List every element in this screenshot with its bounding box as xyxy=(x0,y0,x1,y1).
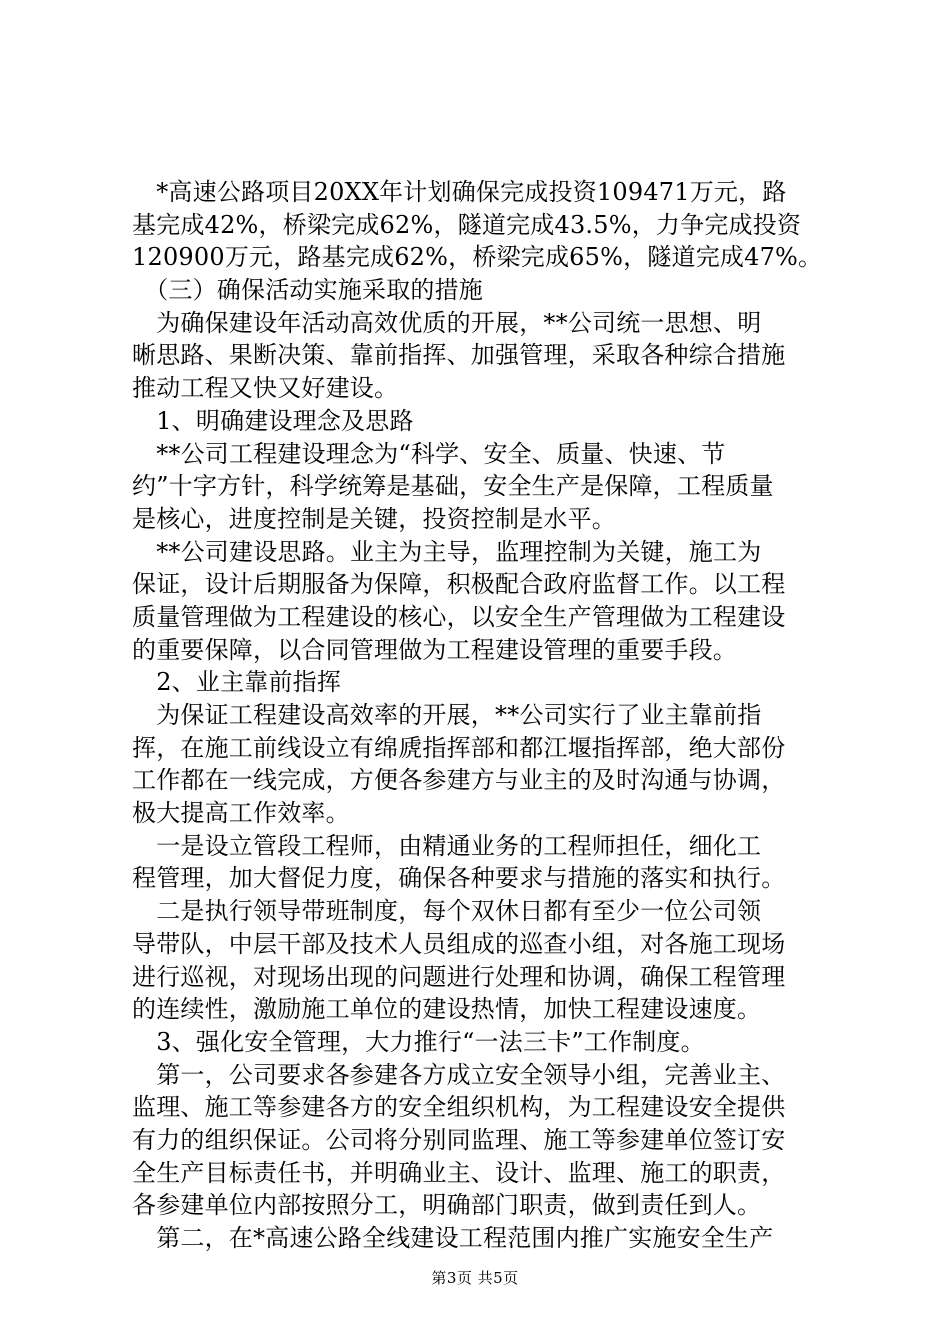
text-line: 第一，公司要求各参建各方成立安全领导小组，完善业主、 xyxy=(132,1060,786,1089)
text-line: **公司建设思路。业主为主导，监理控制为关键，施工为 xyxy=(132,537,762,566)
text-line: 极大提高工作效率。 xyxy=(132,799,350,828)
text-line: 程管理，加大督促力度，确保各种要求与措施的落实和执行。 xyxy=(132,864,786,893)
section-heading: （三）确保活动实施采取的措施 xyxy=(132,276,483,305)
subsection-heading: 1、明确建设理念及思路 xyxy=(132,406,414,435)
text-line: 基完成42%，桥梁完成62%，隧道完成43.5%，力争完成投资 xyxy=(132,210,802,239)
text-line: 推动工程又快又好建设。 xyxy=(132,374,399,403)
subsection-heading: 3、强化安全管理，大力推行“一法三卡”工作制度。 xyxy=(132,1027,705,1056)
text-line: 有力的组织保证。公司将分别同监理、施工等参建单位签订安 xyxy=(132,1125,786,1154)
document-body xyxy=(132,176,832,1255)
text-line: 约”十字方针，科学统筹是基础，安全生产是保障，工程质量 xyxy=(132,472,774,501)
text-line: 120900万元，路基完成62%，桥梁完成65%，隧道完成47%。 xyxy=(132,243,823,272)
text-line: **公司工程建设理念为“科学、安全、质量、快速、节 xyxy=(132,439,726,468)
subsection-heading: 2、业主靠前指挥 xyxy=(132,668,342,697)
text-line: 的连续性，激励施工单位的建设热情，加快工程建设速度。 xyxy=(132,995,762,1024)
text-line: 为确保建设年活动高效优质的开展，**公司统一思想、明 xyxy=(132,308,762,337)
text-line: 为保证工程建设高效率的开展，**公司实行了业主靠前指 xyxy=(132,701,762,729)
text-line: 晰思路、果断决策、靠前指挥、加强管理，采取各种综合措施 xyxy=(132,341,786,370)
text-line: 保证，设计后期服备为保障，积极配合政府监督工作。以工程 xyxy=(132,570,786,599)
text-line: 导带队，中层干部及技术人员组成的巡查小组，对各施工现场 xyxy=(132,929,786,958)
text-line: 一是设立管段工程师，由精通业务的工程师担任，细化工 xyxy=(132,831,762,860)
text-line: 进行巡视，对现场出现的问题进行处理和协调，确保工程管理 xyxy=(132,962,786,991)
text-line: 各参建单位内部按照分工，明确部门职责，做到责任到人。 xyxy=(132,1191,762,1220)
text-line: 工作都在一线完成，方便各参建方与业主的及时沟通与协调， xyxy=(132,766,786,795)
text-line: 质量管理做为工程建设的核心，以安全生产管理做为工程建设 xyxy=(132,602,786,631)
text-line: 是核心，进度控制是关键，投资控制是水平。 xyxy=(132,504,616,533)
text-line: *高速公路项目20XX年计划确保完成投资109471万元，路 xyxy=(132,178,787,206)
text-line: 的重要保障，以合同管理做为工程建设管理的重要手段。 xyxy=(132,635,737,664)
text-line: 监理、施工等参建各方的安全组织机构，为工程建设安全提供 xyxy=(132,1093,786,1122)
text-line: 挥，在施工前线设立有绵虒指挥部和都江堰指挥部，绝大部份 xyxy=(132,733,786,762)
page-number-footer: 第3页 共5页 xyxy=(431,1269,519,1287)
text-line: 全生产目标责任书，并明确业主、设计、监理、施工的职责， xyxy=(132,1158,786,1187)
text-line: 二是执行领导带班制度，每个双休日都有至少一位公司领 xyxy=(132,897,762,926)
text-line: 第二，在*高速公路全线建设工程范围内推广实施安全生产 xyxy=(132,1224,774,1252)
